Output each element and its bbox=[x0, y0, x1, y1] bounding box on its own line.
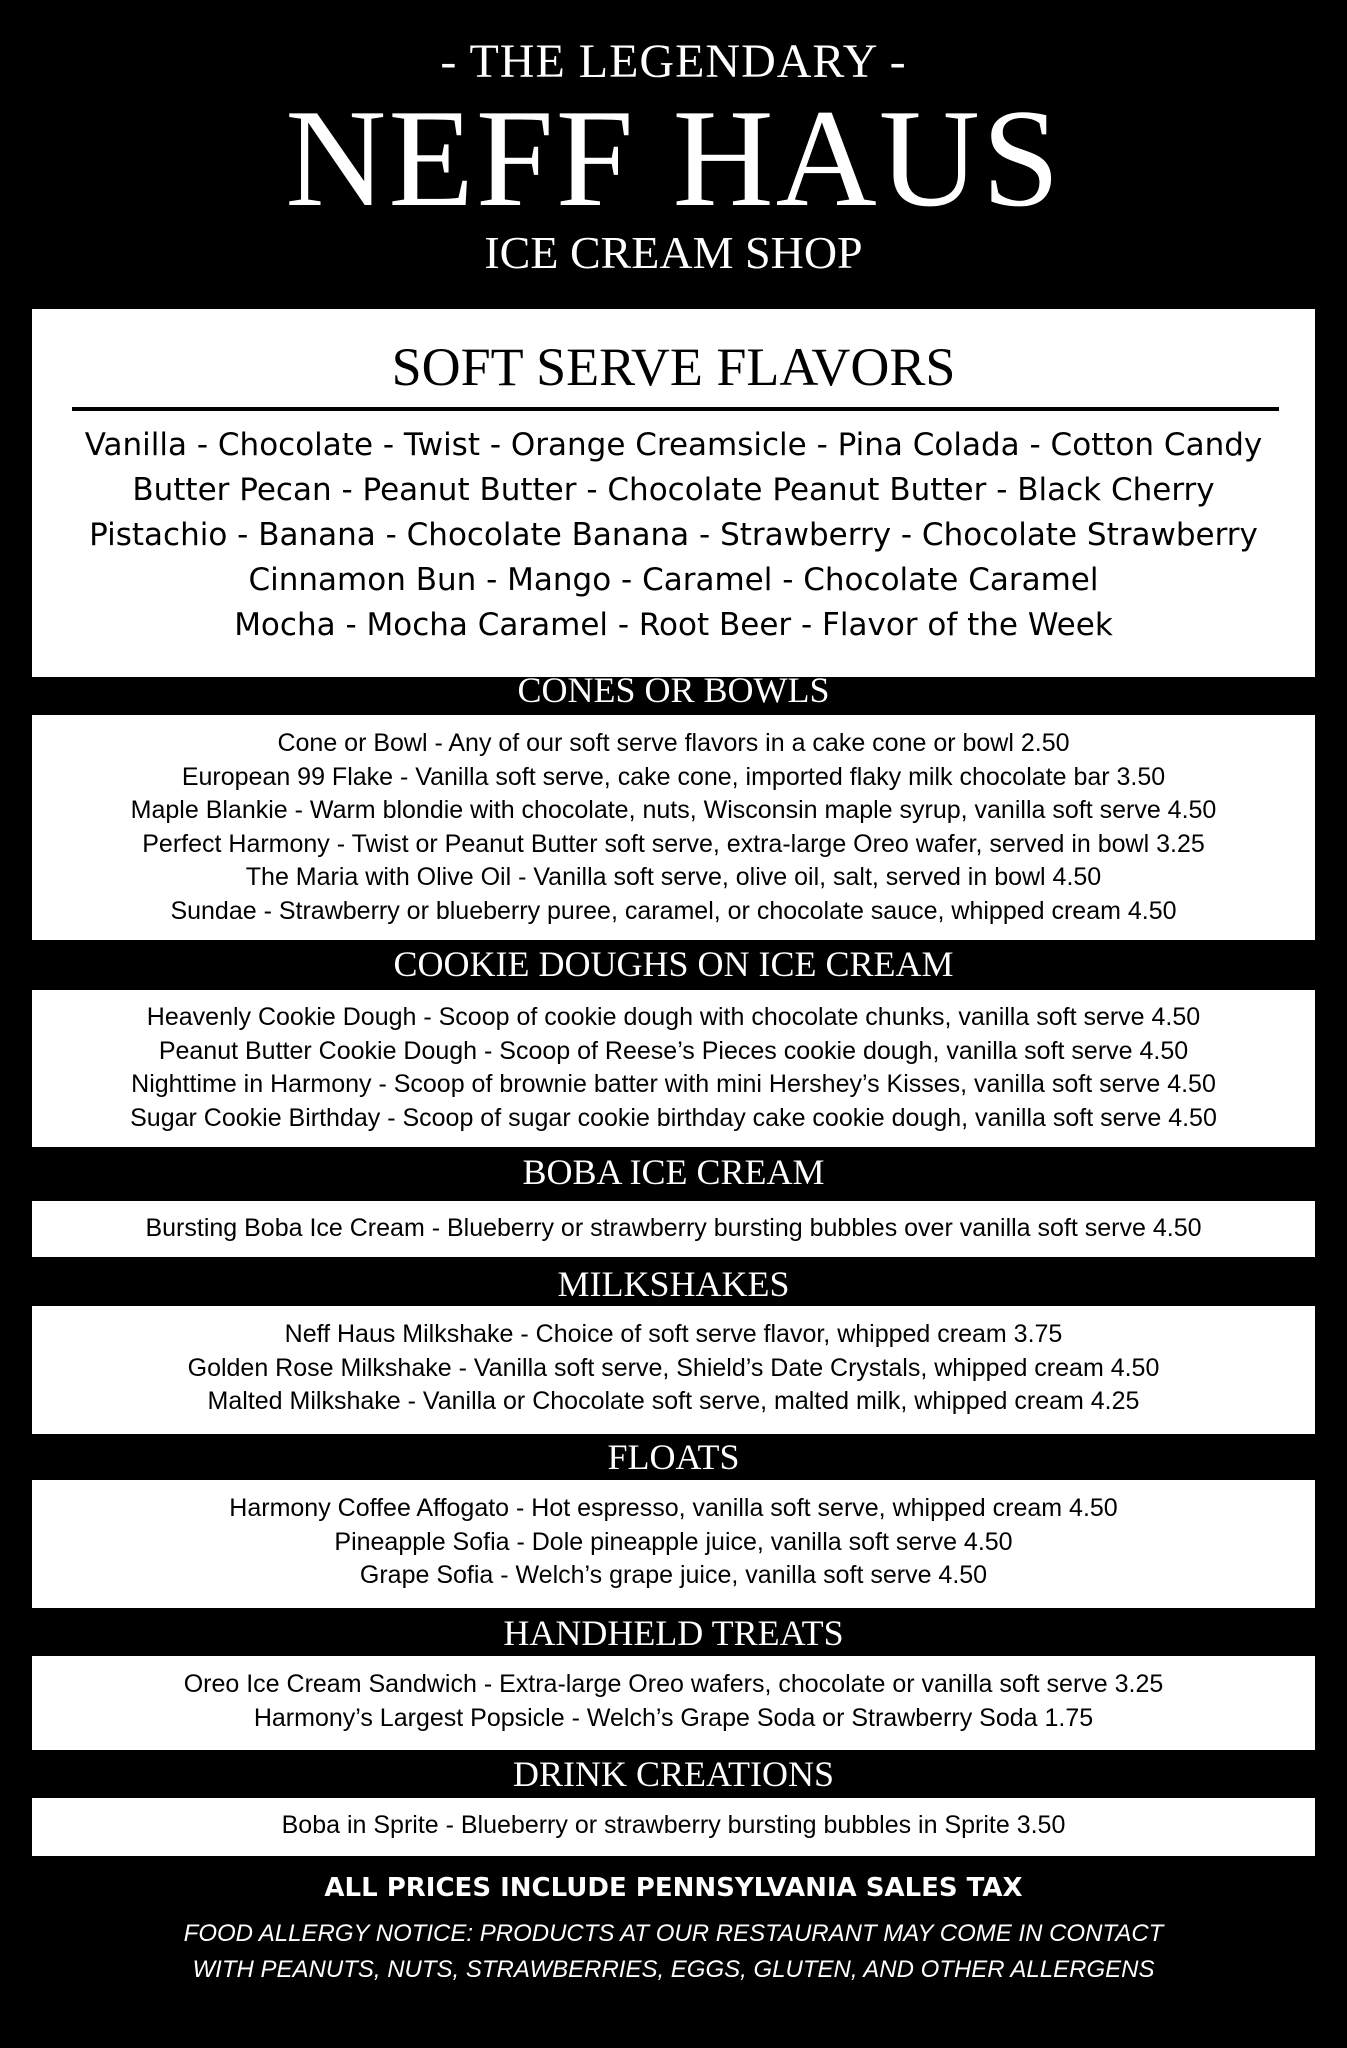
menu-item: European 99 Flake - Vanilla soft serve, cake cone, imported flaky milk chocolate bar 3.50 bbox=[181, 762, 1166, 791]
menu-item: Heavenly Cookie Dough - Scoop of cookie dough with chocolate chunks, vanilla soft serve 4.50 bbox=[146, 1003, 1201, 1031]
shop-subtitle: ICE CREAM SHOP bbox=[484, 227, 863, 278]
menu-item: Perfect Harmony - Twist or Peanut Butter soft serve, extra-large Oreo wafer, served in bowl 3.25 bbox=[142, 829, 1205, 858]
section-panel-cookie-doughs bbox=[32, 990, 1315, 1147]
section-heading-drinks: DRINK CREATIONS bbox=[512, 1754, 834, 1794]
flavor-line: Mocha - Mocha Caramel - Root Beer - Flavor of the Week bbox=[234, 607, 1113, 643]
section-heading-handheld: HANDHELD TREATS bbox=[503, 1613, 844, 1653]
section-heading-cookie-doughs: COOKIE DOUGHS ON ICE CREAM bbox=[393, 944, 954, 984]
menu-item: Nighttime in Harmony - Scoop of brownie batter with mini Hershey’s Kisses, vanilla soft serve 4.50 bbox=[131, 1070, 1216, 1099]
section-heading-milkshakes: MILKSHAKES bbox=[557, 1264, 790, 1304]
menu-item: Pineapple Sofia - Dole pineapple juice, vanilla soft serve 4.50 bbox=[334, 1527, 1013, 1556]
shop-name: NEFF HAUS bbox=[285, 81, 1062, 236]
menu-item: Boba in Sprite - Blueberry or strawberry bursting bubbles in Sprite 3.50 bbox=[281, 1811, 1066, 1839]
section-heading-boba: BOBA ICE CREAM bbox=[522, 1152, 825, 1192]
section-panel-drinks bbox=[32, 1798, 1315, 1856]
tax-notice: ALL PRICES INCLUDE PENNSYLVANIA SALES TAX bbox=[324, 1873, 1023, 1903]
allergy-line: WITH PEANUTS, NUTS, STRAWBERRIES, EGGS, GLUTEN, AND OTHER ALLERGENS bbox=[192, 1956, 1155, 1983]
menu-item: Harmony’s Largest Popsicle - Welch’s Grape Soda or Strawberry Soda 1.75 bbox=[253, 1703, 1094, 1732]
flavor-line: Butter Pecan - Peanut Butter - Chocolate Peanut Butter - Black Cherry bbox=[132, 472, 1215, 508]
menu-item: Sundae - Strawberry or blueberry puree, caramel, or chocolate sauce, whipped cream 4.50 bbox=[170, 896, 1177, 925]
section-panel-milkshakes bbox=[32, 1306, 1315, 1434]
flavor-line: Pistachio - Banana - Chocolate Banana - Strawberry - Chocolate Strawberry bbox=[89, 517, 1258, 553]
header-tagline: - THE LEGENDARY - bbox=[440, 35, 907, 88]
flavor-line: Cinnamon Bun - Mango - Caramel - Chocolate Caramel bbox=[248, 562, 1099, 598]
menu-item: Neff Haus Milkshake - Choice of soft serve flavor, whipped cream 3.75 bbox=[284, 1320, 1063, 1348]
flavor-line: Vanilla - Chocolate - Twist - Orange Creamsicle - Pina Colada - Cotton Candy bbox=[84, 427, 1263, 463]
menu-item: Peanut Butter Cookie Dough - Scoop of Reese’s Pieces cookie dough, vanilla soft serve 4.50 bbox=[158, 1036, 1189, 1065]
soft-serve-panel bbox=[32, 309, 1315, 677]
menu-item: Harmony Coffee Affogato - Hot espresso, vanilla soft serve, whipped cream 4.50 bbox=[229, 1494, 1118, 1522]
menu-item: Grape Sofia - Welch’s grape juice, vanilla soft serve 4.50 bbox=[359, 1561, 988, 1590]
section-panel-cones bbox=[32, 715, 1315, 940]
soft-serve-title: SOFT SERVE FLAVORS bbox=[391, 337, 956, 397]
menu-item: Bursting Boba Ice Cream - Blueberry or strawberry bursting bubbles over vanilla soft serve 4.50 bbox=[145, 1214, 1202, 1242]
menu-item: Sugar Cookie Birthday - Scoop of sugar cookie birthday cake cookie dough, vanilla soft serve 4.50 bbox=[130, 1103, 1217, 1132]
section-panel-boba bbox=[32, 1201, 1315, 1257]
section-panel-handheld bbox=[32, 1656, 1315, 1750]
section-heading-floats: FLOATS bbox=[607, 1437, 740, 1477]
section-heading-cones: CONES OR BOWLS bbox=[517, 670, 830, 710]
allergy-notice bbox=[0, 1916, 1347, 1988]
flavor-list bbox=[32, 411, 1315, 648]
menu-item: Maple Blankie - Warm blondie with chocolate, nuts, Wisconsin maple syrup, vanilla soft serve 4.50 bbox=[130, 796, 1217, 825]
menu-item: Golden Rose Milkshake - Vanilla soft serve, Shield’s Date Crystals, whipped cream 4.50 bbox=[187, 1353, 1160, 1382]
menu-item: Malted Milkshake - Vanilla or Chocolate soft serve, malted milk, whipped cream 4.25 bbox=[207, 1387, 1140, 1416]
menu-item: The Maria with Olive Oil - Vanilla soft serve, olive oil, salt, served in bowl 4.50 bbox=[245, 863, 1102, 892]
allergy-line: FOOD ALLERGY NOTICE: PRODUCTS AT OUR RESTAURANT MAY COME IN CONTACT bbox=[183, 1920, 1164, 1947]
section-panel-floats bbox=[32, 1480, 1315, 1608]
menu-item: Oreo Ice Cream Sandwich - Extra-large Oreo wafers, chocolate or vanilla soft serve 3.25 bbox=[183, 1670, 1164, 1698]
menu-item: Cone or Bowl - Any of our soft serve flavors in a cake cone or bowl 2.50 bbox=[277, 729, 1070, 757]
